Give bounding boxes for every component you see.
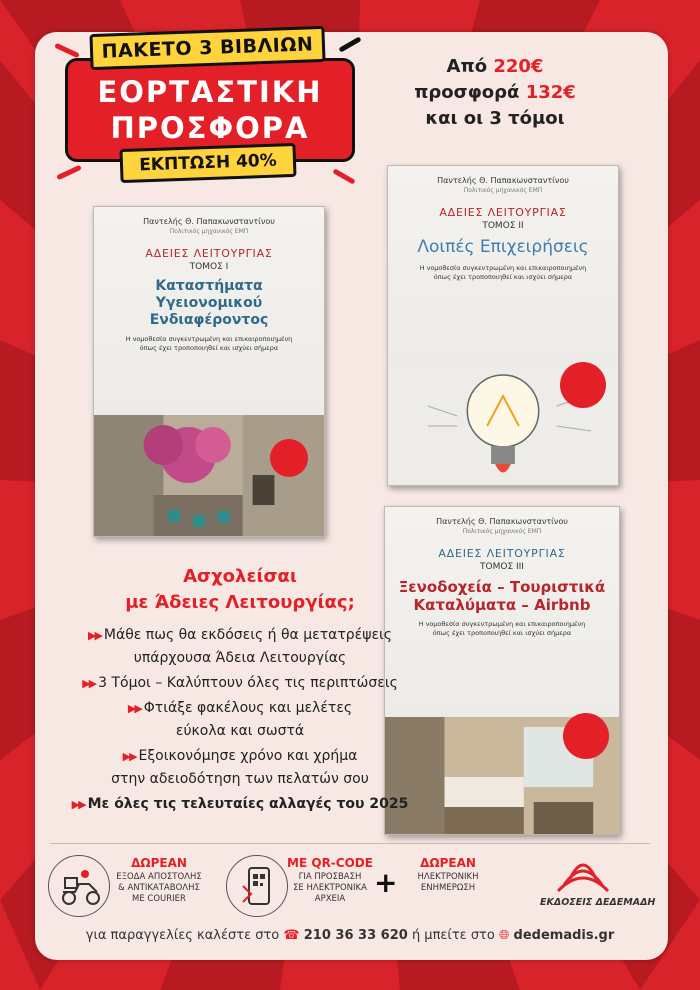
book-volume: ΤΟΜΟΣ Ι <box>189 262 229 272</box>
perk-desc: ΕΝΗΜΕΡΩΣΗ <box>420 883 476 893</box>
book-sticker <box>270 439 308 477</box>
from-label: Από <box>446 56 488 77</box>
feature-text-cont: υπάρχουσα Άδεια Λειτουργίας <box>133 650 347 666</box>
perk-desc: ΓΙΑ ΠΡΟΣΒΑΣΗ <box>298 872 362 882</box>
feature-item <box>40 624 440 669</box>
feature-item <box>40 745 440 790</box>
feature-text: Με όλες τις τελευταίες αλλαγές του 2025 <box>87 796 409 812</box>
book-cover-volume-2[interactable] <box>387 165 619 486</box>
question-headline <box>40 564 440 616</box>
double-arrow-icon: ▶▶ <box>82 677 96 690</box>
book-description: Η νομοθεσία συγκεντρωμένη και επικαιροποιημένη όπως έχει τροποποιηθεί και ισχύει σήμερα <box>419 264 587 281</box>
burst-line <box>56 165 82 181</box>
perk-desc: ΑΡΧΕΙΑ <box>314 894 346 904</box>
book-author-title: Πολιτικός μηχανικός ΕΜΠ <box>463 187 543 194</box>
perk-free-newsletter <box>398 856 498 894</box>
discount-label: ΕΚΠΤΩΣΗ <box>138 152 231 176</box>
perk-desc: ΣΕ ΗΛΕΚΤΡΟΝΙΚΑ <box>293 883 367 893</box>
holiday-offer-badge <box>60 22 360 182</box>
book-author: Παντελής Θ. Παπακωνσταντίνου <box>436 517 568 526</box>
feature-text: 3 Τόμοι – Καλύπτουν όλες τις περιπτώσεις <box>98 675 398 691</box>
badge-discount <box>119 143 296 183</box>
perk-qr-code <box>280 856 380 905</box>
double-arrow-icon: ▶▶ <box>127 702 141 715</box>
feature-item <box>40 672 440 695</box>
qr-code-icon <box>226 855 288 917</box>
order-info-footer <box>50 928 650 943</box>
book-cover-volume-1[interactable] <box>93 206 325 537</box>
book-author-title: Πολιτικός μηχανικός ΕΜΠ <box>169 228 249 235</box>
headline-line1: Ασχολείσαι <box>183 566 297 587</box>
courier-icon <box>48 855 110 917</box>
double-arrow-icon: ▶▶ <box>122 750 136 763</box>
offer-label: προσφορά <box>414 82 520 103</box>
perk-title: ΔΩΡΕΑΝ <box>420 856 476 870</box>
perk-desc: ΗΛΕΚΤΡΟΝΙΚΗ <box>417 872 479 882</box>
book-author: Παντελής Θ. Παπακωνσταντίνου <box>143 217 275 226</box>
globe-icon: 🌐︎ <box>498 928 510 943</box>
feature-text: Φτιάξε φακέλους και μελέτες <box>143 700 353 716</box>
plus-icon: + <box>374 866 398 899</box>
publisher-name: ΕΚΔΟΣΕΙΣ ΔΕΔΕΜΑΔΗ <box>540 897 656 908</box>
perk-desc: ΜΕ COURIER <box>132 894 186 904</box>
footer-middle: ή μπείτε στο <box>411 928 495 943</box>
double-arrow-icon: ▶▶ <box>71 798 85 811</box>
perk-desc: & ΑΝΤΙΚΑΤΑΒΟΛΗΣ <box>118 883 200 893</box>
feature-item <box>40 697 440 742</box>
footer-prefix: για παραγγελίες καλέστε στο <box>85 928 280 943</box>
phone-icon: ☎ <box>283 928 300 943</box>
website-link[interactable]: dedemadis.gr <box>513 928 615 943</box>
feature-text-cont: στην αδειοδότηση των πελατών σου <box>111 771 369 787</box>
volumes-note: και οι 3 τόμοι <box>425 108 565 129</box>
perk-desc: ΕΞΟΔΑ ΑΠΟΣΤΟΛΗΣ <box>116 872 202 882</box>
publisher-logo-icon <box>548 855 618 897</box>
book-description: Η νομοθεσία συγκεντρωμένη και επικαιροποιημένη όπως έχει τροποποιηθεί και ισχύει σήμερα <box>125 335 293 352</box>
original-price: 220€ <box>493 56 544 77</box>
book-title: Καταστήματα Υγειονομικού Ενδιαφέροντος <box>149 278 269 328</box>
phone-number[interactable]: 210 36 33 620 <box>303 928 408 943</box>
book-volume: ΤΟΜΟΣ ΙΙΙ <box>480 562 524 572</box>
feature-text-cont: εύκολα και σωστά <box>175 723 305 739</box>
book-sticker <box>560 362 606 408</box>
badge-title-line1: ΕΟΡΤΑΣΤΙΚΗ <box>97 75 323 109</box>
discount-value: 40% <box>235 150 278 173</box>
price-offer <box>395 54 595 132</box>
double-arrow-icon: ▶▶ <box>87 629 101 642</box>
badge-package-label: ΠΑΚΕΤΟ 3 ΒΙΒΛΙΩΝ <box>89 26 325 70</box>
book-description: Η νομοθεσία συγκεντρωμένη και επικαιροποιημένη όπως έχει τροποποιηθεί και ισχύει σήμερα <box>418 620 586 637</box>
book-series: ΑΔΕΙΕΣ ΛΕΙΤΟΥΡΓΙΑΣ <box>439 206 567 219</box>
perk-free-shipping <box>104 856 214 905</box>
offer-price: 132€ <box>525 82 576 103</box>
feature-text: Μάθε πως θα εκδόσεις ή θα μετατρέψεις <box>103 627 392 643</box>
book-series: ΑΔΕΙΕΣ ΛΕΙΤΟΥΡΓΙΑΣ <box>145 247 273 260</box>
book-author: Παντελής Θ. Παπακωνσταντίνου <box>437 176 569 185</box>
perk-title: ΔΩΡΕΑΝ <box>131 856 187 870</box>
book-title: Λοιπές Επιχειρήσεις <box>417 237 589 257</box>
book-title: Ξενοδοχεία – Τουριστικά Καταλύματα – Airbnb <box>398 578 606 614</box>
badge-title-line2: ΠΡΟΣΦΟΡΑ <box>110 111 310 145</box>
feature-item <box>40 793 440 816</box>
perk-title: ΜΕ QR-CODE <box>287 856 373 870</box>
divider <box>50 843 650 844</box>
feature-text: Εξοικονόμησε χρόνο και χρήμα <box>138 748 358 764</box>
book-series: ΑΔΕΙΕΣ ΛΕΙΤΟΥΡΓΙΑΣ <box>438 547 566 560</box>
book-volume: ΤΟΜΟΣ ΙΙ <box>482 221 524 231</box>
burst-line <box>338 36 361 52</box>
headline-line2: με Άδειες Λειτουργίας; <box>125 592 355 613</box>
book-sticker <box>563 713 609 759</box>
book-author-title: Πολιτικός μηχανικός ΕΜΠ <box>462 528 542 535</box>
